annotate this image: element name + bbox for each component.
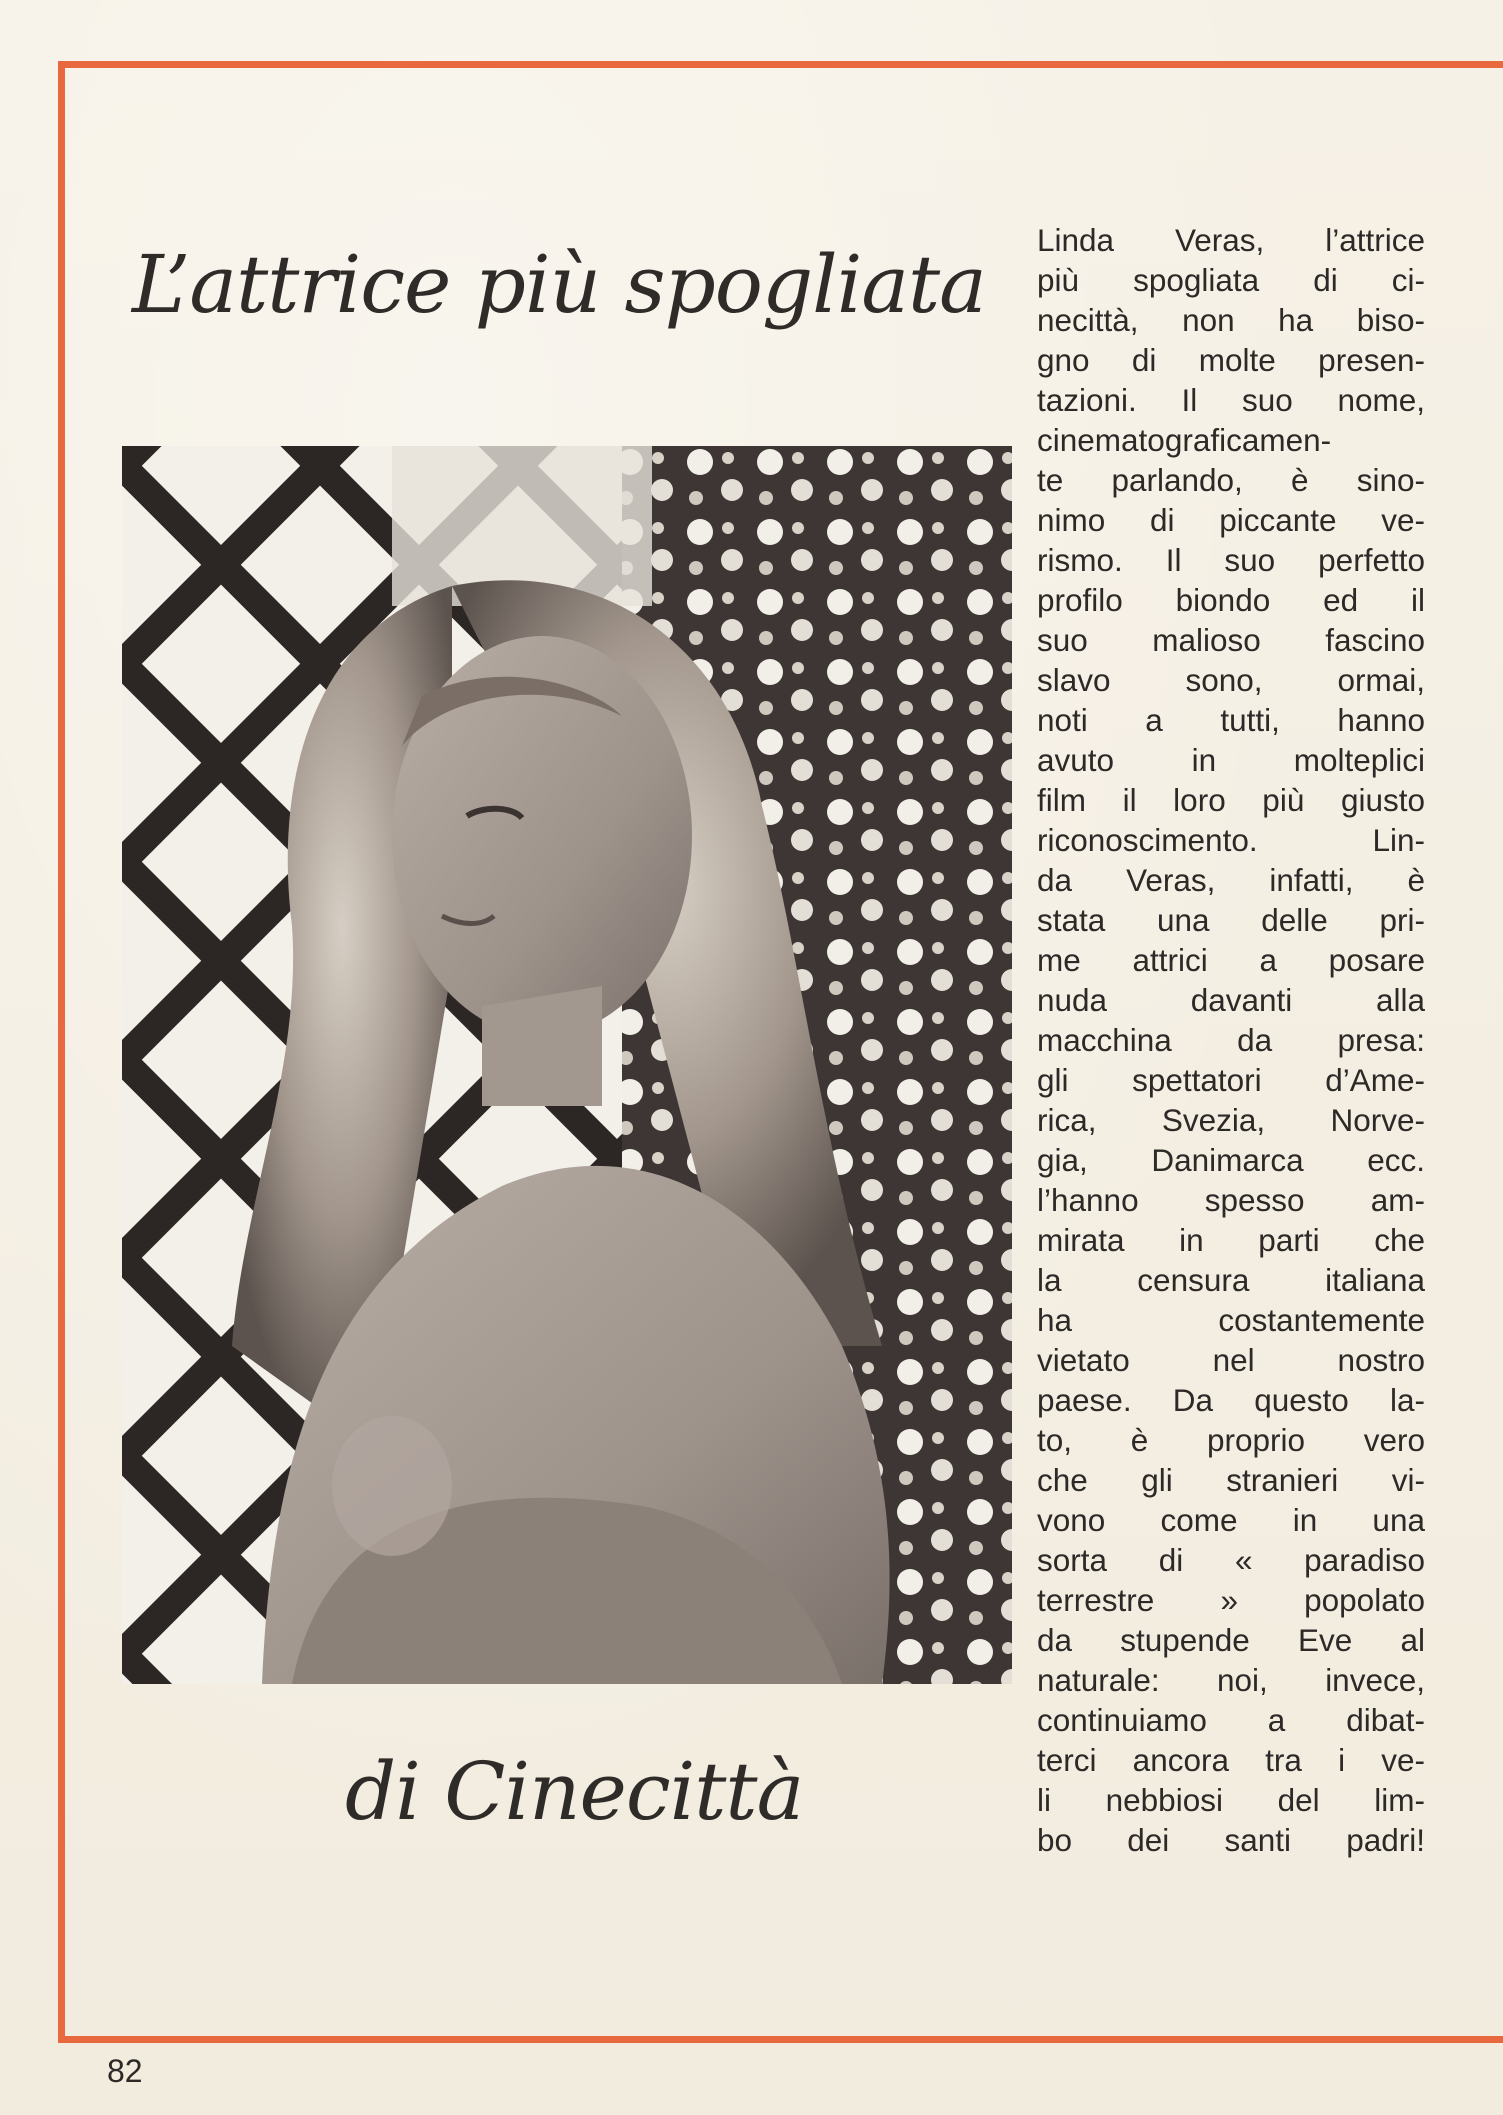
body-line: to, è proprio vero xyxy=(1037,1422,1425,1458)
body-line: cinematograficamen- xyxy=(1037,422,1332,458)
portrait-photo xyxy=(122,446,1012,1684)
page-number: 82 xyxy=(107,2053,143,2089)
body-line: me attrici a posare xyxy=(1037,942,1425,978)
body-line: nimo di piccante ve- xyxy=(1037,502,1425,538)
body-line: mirata in parti che xyxy=(1037,1222,1425,1258)
article-body xyxy=(1037,220,1425,1860)
body-line: nuda davanti alla xyxy=(1037,982,1425,1018)
body-line: macchina da presa: xyxy=(1037,1022,1425,1058)
body-line: da stupende Eve al xyxy=(1037,1622,1425,1658)
body-line: te parlando, è sino- xyxy=(1037,462,1425,498)
body-line: rismo. Il suo perfetto xyxy=(1037,542,1425,578)
portrait-photo-icon xyxy=(122,446,1012,1684)
body-line: avuto in molteplici xyxy=(1037,742,1425,778)
body-line: terci ancora tra i ve- xyxy=(1037,1742,1425,1778)
article-title-bottom: di Cinecittà xyxy=(345,1745,804,1838)
body-line: Linda Veras, l’attrice xyxy=(1037,222,1425,258)
body-line: vono come in una xyxy=(1037,1502,1425,1538)
body-line: sorta di « paradiso xyxy=(1037,1542,1425,1578)
body-line: l’hanno spesso am- xyxy=(1037,1182,1425,1218)
body-line: naturale: noi, invece, xyxy=(1037,1662,1425,1698)
body-line: gno di molte presen- xyxy=(1037,342,1425,378)
body-line: gli spettatori d’Ame- xyxy=(1037,1062,1425,1098)
body-line: stata una delle pri- xyxy=(1037,902,1425,938)
article-title-top: L’attrice più spogliata xyxy=(132,238,986,331)
body-line: noti a tutti, hanno xyxy=(1037,702,1425,738)
body-line: riconoscimento. Lin- xyxy=(1037,822,1425,858)
body-line: gia, Danimarca ecc. xyxy=(1037,1142,1425,1178)
body-line: la censura italiana xyxy=(1037,1262,1425,1298)
body-line: necittà, non ha biso- xyxy=(1037,302,1425,338)
body-line: continuiamo a dibat- xyxy=(1037,1702,1425,1738)
body-line: rica, Svezia, Norve- xyxy=(1037,1102,1425,1138)
body-line: più spogliata di ci- xyxy=(1037,262,1425,298)
body-line-last: bo dei santi padri! xyxy=(1037,1822,1425,1858)
body-line: slavo sono, ormai, xyxy=(1037,662,1425,698)
body-line: che gli stranieri vi- xyxy=(1037,1462,1425,1498)
body-line: tazioni. Il suo nome, xyxy=(1037,382,1425,418)
body-line: vietato nel nostro xyxy=(1037,1342,1425,1378)
body-line: da Veras, infatti, è xyxy=(1037,862,1425,898)
body-line: terrestre » popolato xyxy=(1037,1582,1425,1618)
body-line: profilo biondo ed il xyxy=(1037,582,1425,618)
body-line: li nebbiosi del lim- xyxy=(1037,1782,1425,1818)
body-line: film il loro più giusto xyxy=(1037,782,1425,818)
body-line: suo malioso fascino xyxy=(1037,622,1425,658)
body-line: paese. Da questo la- xyxy=(1037,1382,1425,1418)
body-line: ha costantemente xyxy=(1037,1302,1425,1338)
